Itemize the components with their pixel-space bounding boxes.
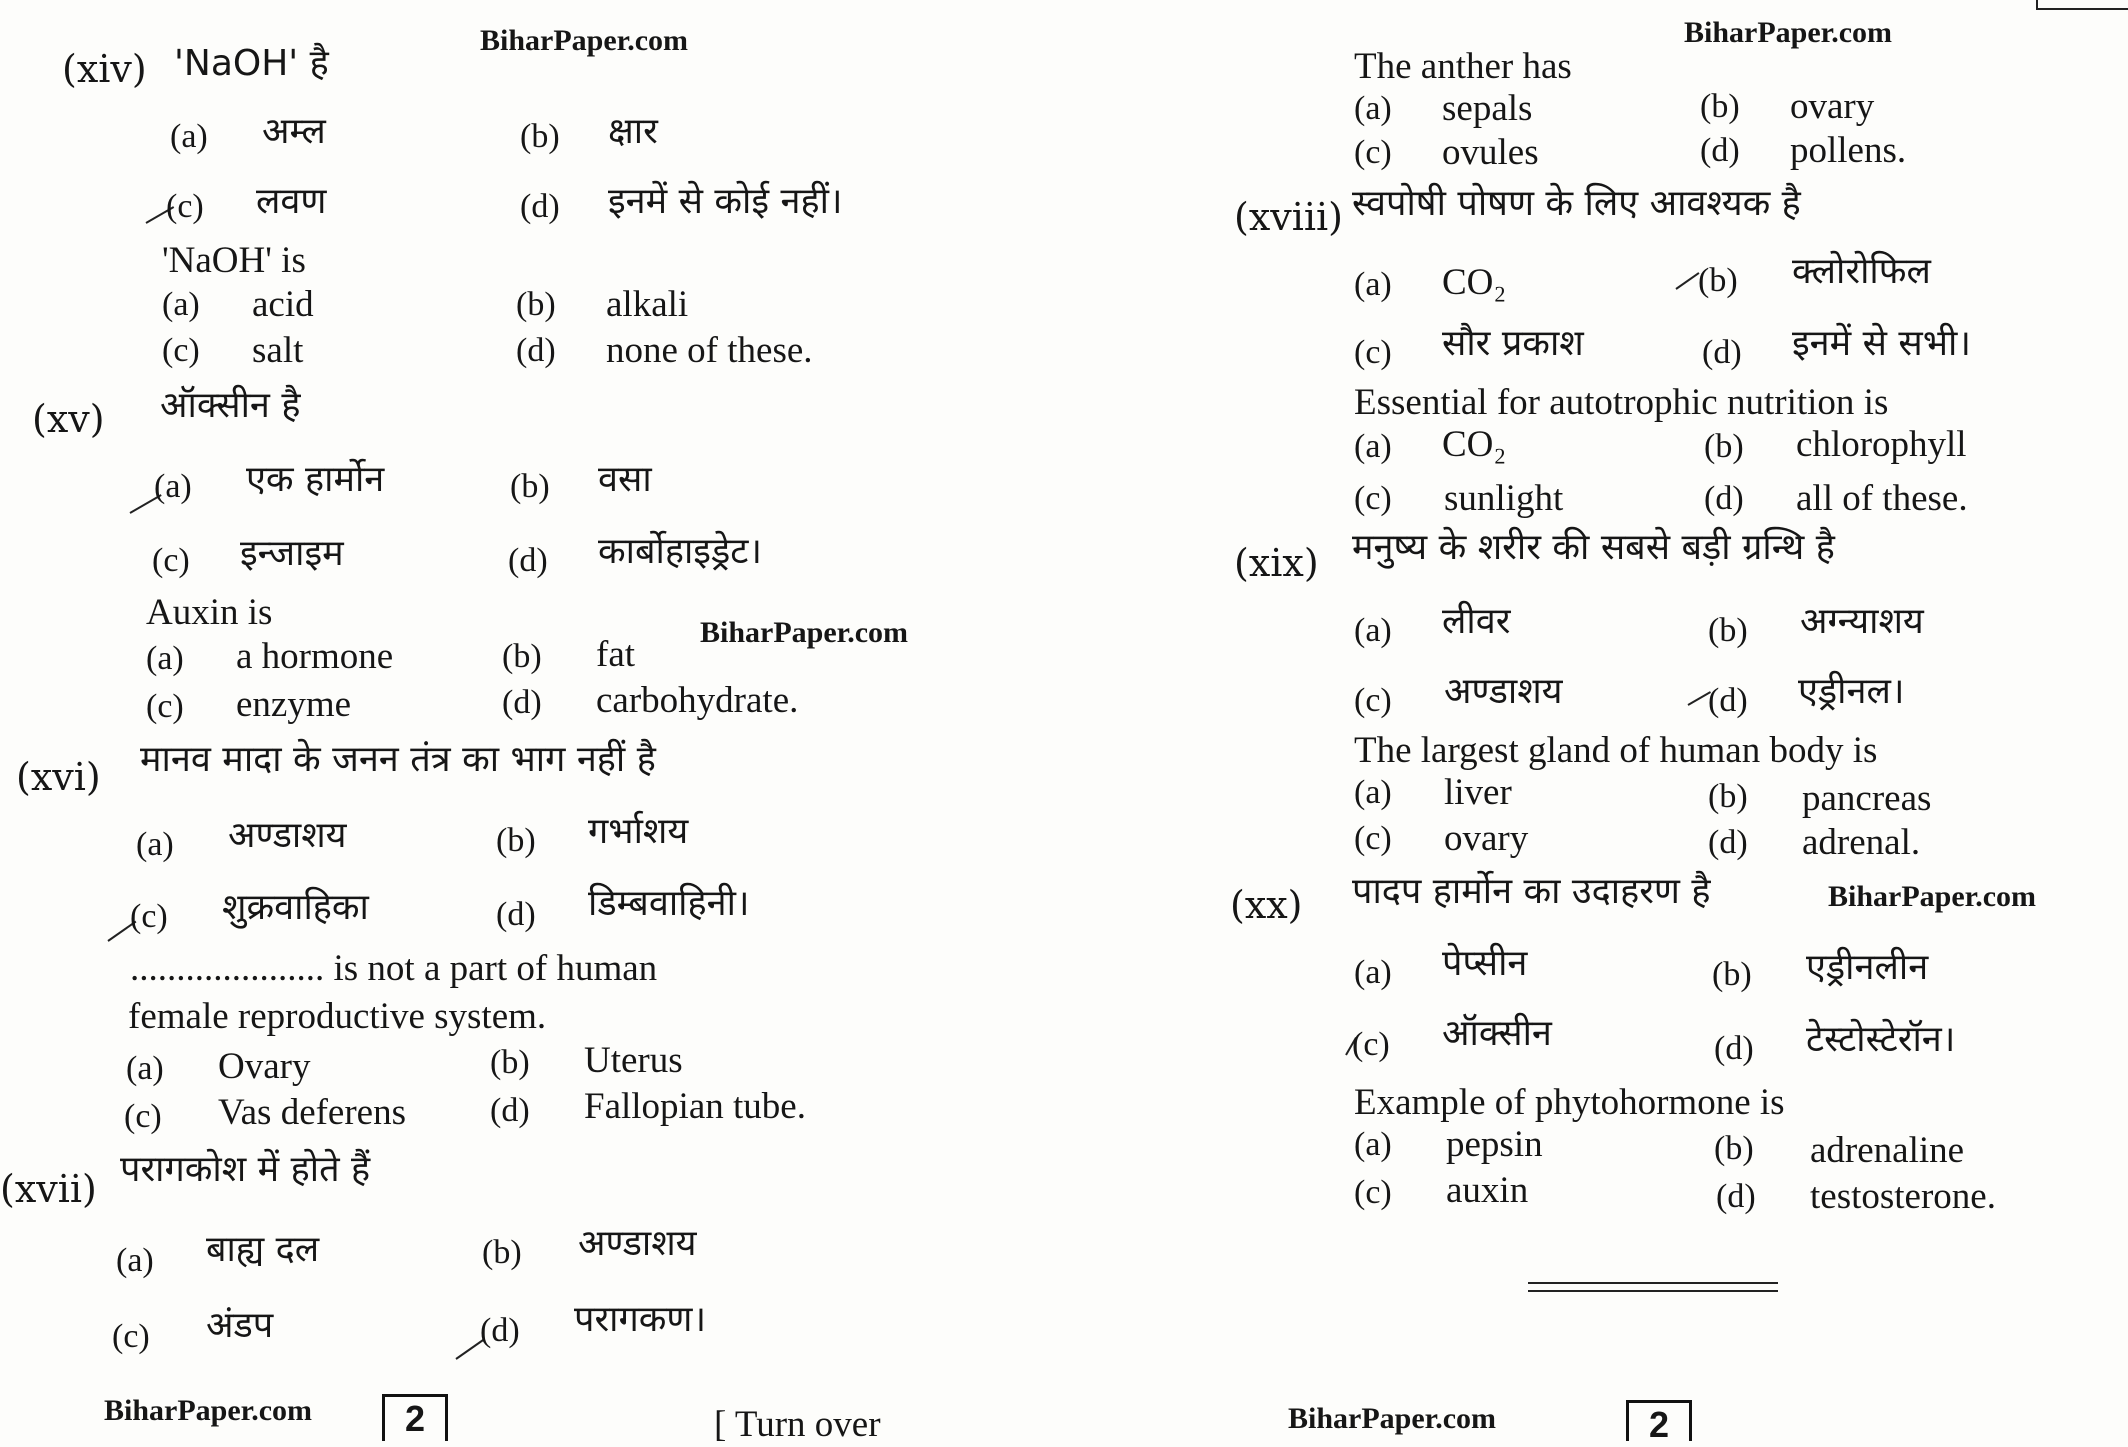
option-text: बाह्य दल xyxy=(206,1229,320,1270)
option-label: (d) xyxy=(520,188,560,225)
watermark: BiharPaper.com xyxy=(1828,880,2037,913)
option-label: (a) xyxy=(146,640,184,677)
page-number: 2 xyxy=(1626,1400,1692,1441)
option-label: (c) xyxy=(1354,1174,1392,1211)
option-label: (c) xyxy=(1352,1026,1390,1063)
question-number: (xix) xyxy=(1234,541,1319,585)
question-number: (xiv) xyxy=(62,47,147,91)
option-label: (a) xyxy=(1354,428,1392,465)
option-label: (a) xyxy=(162,286,200,323)
option-text: carbohydrate. xyxy=(596,680,799,721)
option-label: (c) xyxy=(152,542,190,579)
option-text: एड्रीनलीन xyxy=(1806,947,1929,988)
option-text: all of these. xyxy=(1796,478,1968,519)
option-text: इन्जाइम xyxy=(240,533,344,574)
option-label: (d) xyxy=(508,542,548,579)
option-text: परागकण। xyxy=(574,1299,707,1340)
option-label: (b) xyxy=(516,286,556,323)
option-label: (a) xyxy=(1354,774,1392,811)
option-label: (a) xyxy=(116,1242,154,1279)
option-text: अण्डाशय xyxy=(1444,671,1563,712)
option-label: (a) xyxy=(1354,266,1392,303)
question-number: (xvi) xyxy=(16,755,101,799)
option-label: (d) xyxy=(1704,480,1744,517)
question-number: (xx) xyxy=(1230,883,1303,927)
option-label: (c) xyxy=(1354,820,1392,857)
option-text: अग्न्याशय xyxy=(1800,601,1924,642)
option-text: pancreas xyxy=(1802,778,1932,819)
option-label: (a) xyxy=(126,1050,164,1087)
option-label: (c) xyxy=(166,188,204,225)
option-text: डिम्बवाहिनी। xyxy=(588,883,750,924)
option-label: (b) xyxy=(490,1044,530,1081)
option-text: salt xyxy=(252,330,304,371)
option-text: sepals xyxy=(1442,88,1533,129)
question-text-hindi: मानव मादा के जनन तंत्र का भाग नहीं है xyxy=(140,739,656,780)
option-label: (d) xyxy=(490,1092,530,1129)
option-label: (c) xyxy=(162,332,200,369)
question-number: (xv) xyxy=(32,397,105,441)
option-text: pollens. xyxy=(1790,130,1907,171)
option-label: (b) xyxy=(1698,262,1738,299)
option-text: अण्डाशय xyxy=(228,815,347,856)
option-label: (d) xyxy=(496,896,536,933)
option-label: (b) xyxy=(1708,612,1748,649)
option-text: ovary xyxy=(1444,818,1529,859)
option-label: (d) xyxy=(502,684,542,721)
option-text: ovules xyxy=(1442,132,1539,173)
option-label: (c) xyxy=(130,898,168,935)
option-text: sunlight xyxy=(1444,478,1564,519)
option-text: CO₂ xyxy=(1442,424,1507,465)
option-text: क्षार xyxy=(608,111,658,152)
option-text: ovary xyxy=(1790,86,1875,127)
option-text: CO₂ xyxy=(1442,262,1507,303)
option-text: एड्रीनल। xyxy=(1798,671,1905,712)
option-label: (a) xyxy=(1354,1126,1392,1163)
option-text: adrenal. xyxy=(1802,822,1921,863)
option-label: (b) xyxy=(1714,1130,1754,1167)
option-label: (b) xyxy=(482,1234,522,1271)
question-text-hindi: 'NaOH' है xyxy=(174,43,329,84)
option-label: (d) xyxy=(1700,132,1740,169)
option-text: auxin xyxy=(1446,1170,1529,1211)
option-label: (c) xyxy=(1354,134,1392,171)
option-text: पेप्सीन xyxy=(1442,943,1528,984)
option-label: (d) xyxy=(1714,1030,1754,1067)
option-label: (c) xyxy=(1354,682,1392,719)
option-text: pepsin xyxy=(1446,1124,1543,1165)
option-label: (c) xyxy=(112,1318,150,1355)
option-label: (d) xyxy=(516,332,556,369)
option-text: गर्भाशय xyxy=(588,811,689,852)
option-text: fat xyxy=(596,634,636,675)
option-text: कार्बोहाइड्रेट। xyxy=(598,531,763,572)
option-label: (b) xyxy=(1704,428,1744,465)
question-text-english: ..................... is not a part of human xyxy=(130,948,658,989)
option-text: adrenaline xyxy=(1810,1130,1965,1171)
option-label: (d) xyxy=(1716,1178,1756,1215)
option-text: लवण xyxy=(256,181,327,222)
question-text-hindi: मनुष्य के शरीर की सबसे बड़ी ग्रन्थि है xyxy=(1352,527,1835,568)
page-number: 2 xyxy=(382,1394,448,1441)
question-text-english: Auxin is xyxy=(146,592,273,633)
option-label: (d) xyxy=(1702,334,1742,371)
option-text: Vas deferens xyxy=(218,1092,406,1133)
option-label: (a) xyxy=(170,118,208,155)
option-label: (a) xyxy=(136,826,174,863)
watermark: BiharPaper.com xyxy=(480,24,689,57)
option-text: क्लोरोफिल xyxy=(1792,251,1931,292)
option-text: एक हार्मोन xyxy=(246,459,385,500)
watermark: BiharPaper.com xyxy=(1684,16,1893,49)
question-text-english-cont: female reproductive system. xyxy=(128,996,547,1037)
option-text: Uterus xyxy=(584,1040,683,1081)
turn-over-note: [ Turn over xyxy=(714,1404,881,1445)
option-text: वसा xyxy=(598,459,652,500)
option-text: सौर प्रकाश xyxy=(1442,323,1584,364)
option-text: लीवर xyxy=(1442,601,1511,642)
option-label: (b) xyxy=(1708,778,1748,815)
option-label: (c) xyxy=(124,1098,162,1135)
watermark: BiharPaper.com xyxy=(700,616,909,649)
option-text: इनमें से सभी। xyxy=(1792,323,1972,364)
tick-mark xyxy=(1675,272,1699,290)
option-label: (a) xyxy=(1354,612,1392,649)
option-text: इनमें से कोई नहीं। xyxy=(608,181,843,222)
question-text-english: Essential for autotrophic nutrition is xyxy=(1354,382,1889,423)
option-text: Ovary xyxy=(218,1046,311,1087)
section-end-rule xyxy=(1528,1282,1778,1284)
question-number: (xvii) xyxy=(0,1167,97,1211)
option-text: अंडप xyxy=(206,1305,274,1346)
option-text: chlorophyll xyxy=(1796,424,1967,465)
option-text: liver xyxy=(1444,772,1512,813)
option-label: (c) xyxy=(1354,480,1392,517)
option-text: enzyme xyxy=(236,684,352,725)
option-label: (b) xyxy=(496,822,536,859)
option-label: (b) xyxy=(1700,88,1740,125)
option-text: none of these. xyxy=(606,330,813,371)
question-text-hindi: परागकोश में होते हैं xyxy=(120,1149,371,1190)
option-label: (b) xyxy=(1712,956,1752,993)
option-text: शुक्रवाहिका xyxy=(222,887,369,928)
watermark: BiharPaper.com xyxy=(104,1394,313,1427)
option-label: (a) xyxy=(154,468,192,505)
question-text-hindi: ऑक्सीन है xyxy=(160,385,301,426)
option-text: Fallopian tube. xyxy=(584,1086,806,1127)
option-label: (b) xyxy=(510,468,550,505)
option-text: टेस्टोस्टेरॉन। xyxy=(1806,1019,1956,1060)
question-text-english: The anther has xyxy=(1354,46,1572,87)
option-text: alkali xyxy=(606,284,689,325)
question-text-english: 'NaOH' is xyxy=(162,240,306,281)
option-text: testosterone. xyxy=(1810,1176,1996,1217)
question-number: (xviii) xyxy=(1234,195,1344,239)
option-text: अण्डाशय xyxy=(578,1223,697,1264)
section-end-rule xyxy=(1528,1290,1778,1292)
option-label: (c) xyxy=(146,688,184,725)
corner-mark xyxy=(2036,0,2128,10)
option-label: (b) xyxy=(520,118,560,155)
question-text-english: The largest gland of human body is xyxy=(1354,730,1878,771)
option-text: a hormone xyxy=(236,636,394,677)
question-text-hindi: पादप हार्मोन का उदाहरण है xyxy=(1352,871,1711,912)
question-text-english: Example of phytohormone is xyxy=(1354,1082,1785,1123)
option-label: (b) xyxy=(502,638,542,675)
option-text: acid xyxy=(252,284,314,325)
option-label: (a) xyxy=(1354,90,1392,127)
option-label: (d) xyxy=(480,1312,520,1349)
question-text-hindi: स्वपोषी पोषण के लिए आवश्यक है xyxy=(1352,183,1801,224)
watermark: BiharPaper.com xyxy=(1288,1402,1497,1435)
option-label: (d) xyxy=(1708,824,1748,861)
option-label: (c) xyxy=(1354,334,1392,371)
option-text: ऑक्सीन xyxy=(1442,1013,1552,1054)
option-text: अम्ल xyxy=(262,111,326,152)
option-label: (d) xyxy=(1708,682,1748,719)
option-label: (a) xyxy=(1354,954,1392,991)
